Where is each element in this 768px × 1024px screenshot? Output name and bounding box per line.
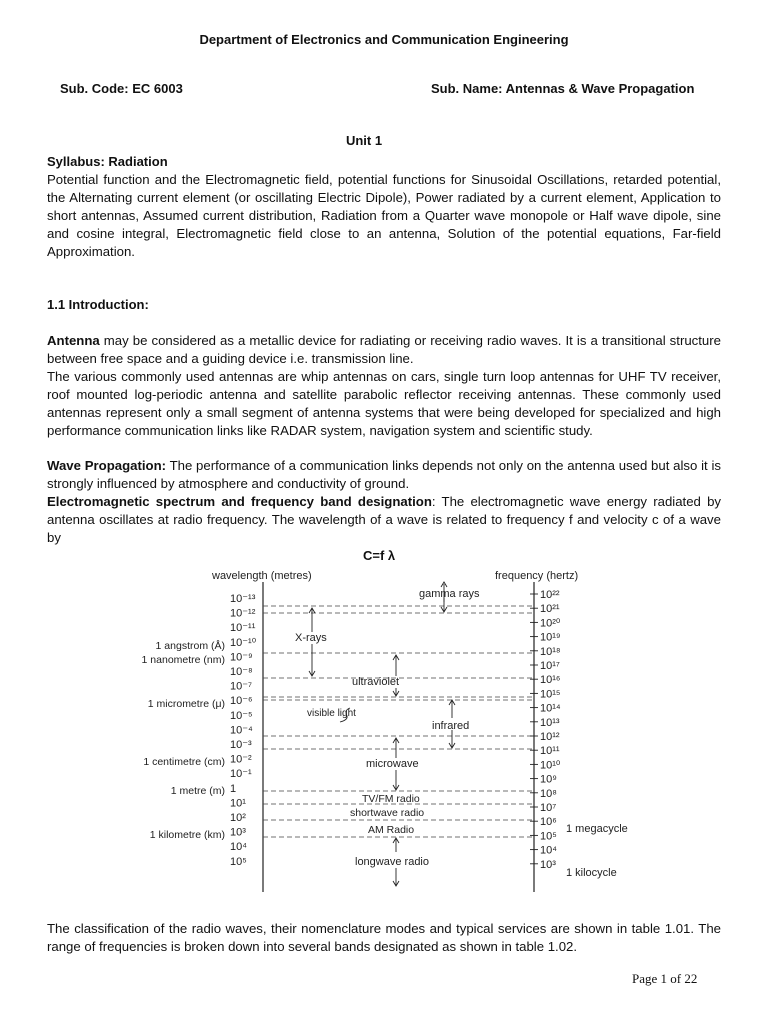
frequency-tick-label: 10¹¹ <box>540 745 560 758</box>
wavelength-tick-label: 10⁻³ <box>230 739 252 751</box>
frequency-tick-label: 10⁸ <box>540 787 557 800</box>
wavelength-tick-label: 10⁻¹³ <box>230 593 256 605</box>
unit-kilometre: 1 kilometre (km) <box>149 829 225 841</box>
frequency-tick-label: 10⁶ <box>540 816 557 829</box>
wavelength-tick-label: 10⁻⁷ <box>230 680 253 693</box>
band-longwave-radio: longwave radio <box>355 856 429 868</box>
em-text: : The electromagnetic wave energy radiated by antenna oscillates at radio frequency. The wavelength of a wave is related to frequency f and velocity c of a wave by <box>47 494 721 545</box>
wavelength-tick-label: 10⁴ <box>230 841 247 854</box>
wavelength-tick-label: 10⁻¹ <box>230 768 252 781</box>
unit-title: Unit 1 <box>345 133 383 148</box>
frequency-ticks <box>530 589 561 871</box>
em-spectrum-diagram <box>0 560 768 900</box>
band-am-radio: AM Radio <box>368 824 415 836</box>
frequency-tick-label: 10¹⁶ <box>540 674 561 687</box>
subject-name: Sub. Name: Antennas & Wave Propagation <box>431 81 695 96</box>
frequency-tick-label: 10²² <box>540 589 560 601</box>
wavelength-tick-label: 10⁻⁶ <box>230 695 253 708</box>
subject-code: Sub. Code: EC 6003 <box>60 81 183 96</box>
wavelength-tick-label: 10⁻⁹ <box>230 651 253 664</box>
band-x-rays: X-rays <box>295 632 327 644</box>
band-arrows <box>309 582 455 886</box>
common-antennas-paragraph: The various commonly used antennas are whip antennas on cars, single turn loop antennas for UHF TV receiver, roof mounted log-periodic antenna and satellite parabolic reflector receiving antennas. These commonly used antennas represent only a small segment of antenna systems that were being developed for specialized and high performance communication links like RADAR system, navigation system and scientific study. <box>47 369 721 438</box>
annotation-kilocycle: 1 kilocycle <box>566 867 617 879</box>
wave-text: The performance of a communication links depends not only on the antenna used but also it is strongly influenced by atmosphere and conductivity of ground. <box>47 458 721 491</box>
frequency-tick-label: 10¹³ <box>540 716 560 729</box>
annotation-megacycle: 1 megacycle <box>566 823 628 835</box>
wavelength-tick-label: 10¹ <box>230 797 246 810</box>
band-infrared: infrared <box>432 720 470 732</box>
wavelength-tick-label: 10⁻¹⁰ <box>230 636 257 649</box>
unit-nanometre: 1 nanometre (nm) <box>141 654 225 666</box>
band-ultraviolet: ultraviolet <box>352 676 400 688</box>
frequency-tick-label: 10¹⁷ <box>540 660 560 672</box>
closing-paragraph: The classification of the radio waves, their nomenclature modes and typical services are shown in table 1.01. The range of frequencies is broken down into several bands designated as shown in table 1.02. <box>47 921 721 954</box>
syllabus-heading: Syllabus: Radiation <box>47 154 168 169</box>
department-title: Department of Electronics and Communication Engineering <box>199 32 569 47</box>
frequency-tick-label: 10³ <box>540 858 556 871</box>
unit-centimetre: 1 centimetre (cm) <box>143 756 225 768</box>
frequency-tick-label: 10¹⁴ <box>540 702 561 715</box>
frequency-tick-label: 10⁷ <box>540 802 557 814</box>
frequency-tick-label: 10¹⁸ <box>540 645 561 658</box>
wavelength-tick-label: 10⁻⁸ <box>230 666 253 678</box>
frequency-tick-label: 10¹⁹ <box>540 631 561 644</box>
unit-metre: 1 metre (m) <box>170 785 225 797</box>
band-gamma-rays: gamma rays <box>419 588 480 600</box>
band-tv-fm-radio: TV/FM radio <box>362 793 420 805</box>
unit-angstrom: 1 angstrom (Å) <box>155 640 225 652</box>
wavelength-tick-label: 10⁻¹² <box>230 607 256 620</box>
frequency-tick-label: 10⁹ <box>540 773 557 786</box>
wavelength-tick-label: 10⁵ <box>230 855 247 868</box>
frequency-tick-label: 10⁵ <box>540 830 557 843</box>
band-shortwave-radio: shortwave radio <box>350 807 425 819</box>
syllabus-text: Potential function and the Electromagnetic field, potential functions for Sinusoidal Oscillations, retarded potential, the Alternating current element (or oscillating Electric Dipole), Power radiated by a current element, Application to short antennas, Assumed current distribution, Radiation from a Quarter wave monopole or Half wave dipole, sine and cosine integral, Electromagnetic field close to an antenna, Solution of the potential equations, Far-field Approximation. <box>47 172 721 259</box>
wavelength-tick-label: 1 <box>230 782 237 795</box>
wavelength-tick-label: 10⁻² <box>230 753 252 766</box>
band-visible-light: visible light <box>307 708 356 719</box>
em-spectrum-paragraph <box>47 493 721 547</box>
formula: C=f λ <box>363 548 396 563</box>
unit-micrometre: 1 micrometre (μ) <box>147 698 225 710</box>
frequency-tick-label: 10¹⁵ <box>540 688 561 701</box>
frequency-tick-label: 10²¹ <box>540 603 560 616</box>
frequency-tick-label: 10²⁰ <box>540 617 561 630</box>
wave-propagation-paragraph <box>47 457 721 493</box>
wavelength-ticks <box>230 593 257 868</box>
antenna-term: Antenna <box>47 333 100 348</box>
intro-heading: 1.1 Introduction: <box>47 297 149 312</box>
band-microwave: microwave <box>366 758 419 770</box>
antenna-paragraph <box>47 332 721 368</box>
wavelength-axis-title: wavelength (metres) <box>212 570 312 582</box>
wavelength-tick-label: 10² <box>230 812 246 824</box>
page-number: Page 1 of 22 <box>632 971 698 986</box>
frequency-tick-label: 10¹⁰ <box>540 759 561 772</box>
wavelength-tick-label: 10³ <box>230 826 246 839</box>
antenna-text: may be considered as a metallic device for radiating or receiving radio waves. It is a transitional structure between free space and a guiding device i.e. transmission line. <box>47 333 721 366</box>
wavelength-tick-label: 10⁻¹¹ <box>230 622 256 635</box>
wavelength-tick-label: 10⁻⁵ <box>230 709 253 722</box>
frequency-axis-title: frequency (hertz) <box>495 570 579 582</box>
wavelength-tick-label: 10⁻⁴ <box>230 724 253 737</box>
frequency-tick-label: 10⁴ <box>540 844 557 857</box>
frequency-tick-label: 10¹² <box>540 731 560 743</box>
wave-term: Wave Propagation: <box>47 458 167 473</box>
em-term: Electromagnetic spectrum and frequency band designation <box>47 494 432 509</box>
